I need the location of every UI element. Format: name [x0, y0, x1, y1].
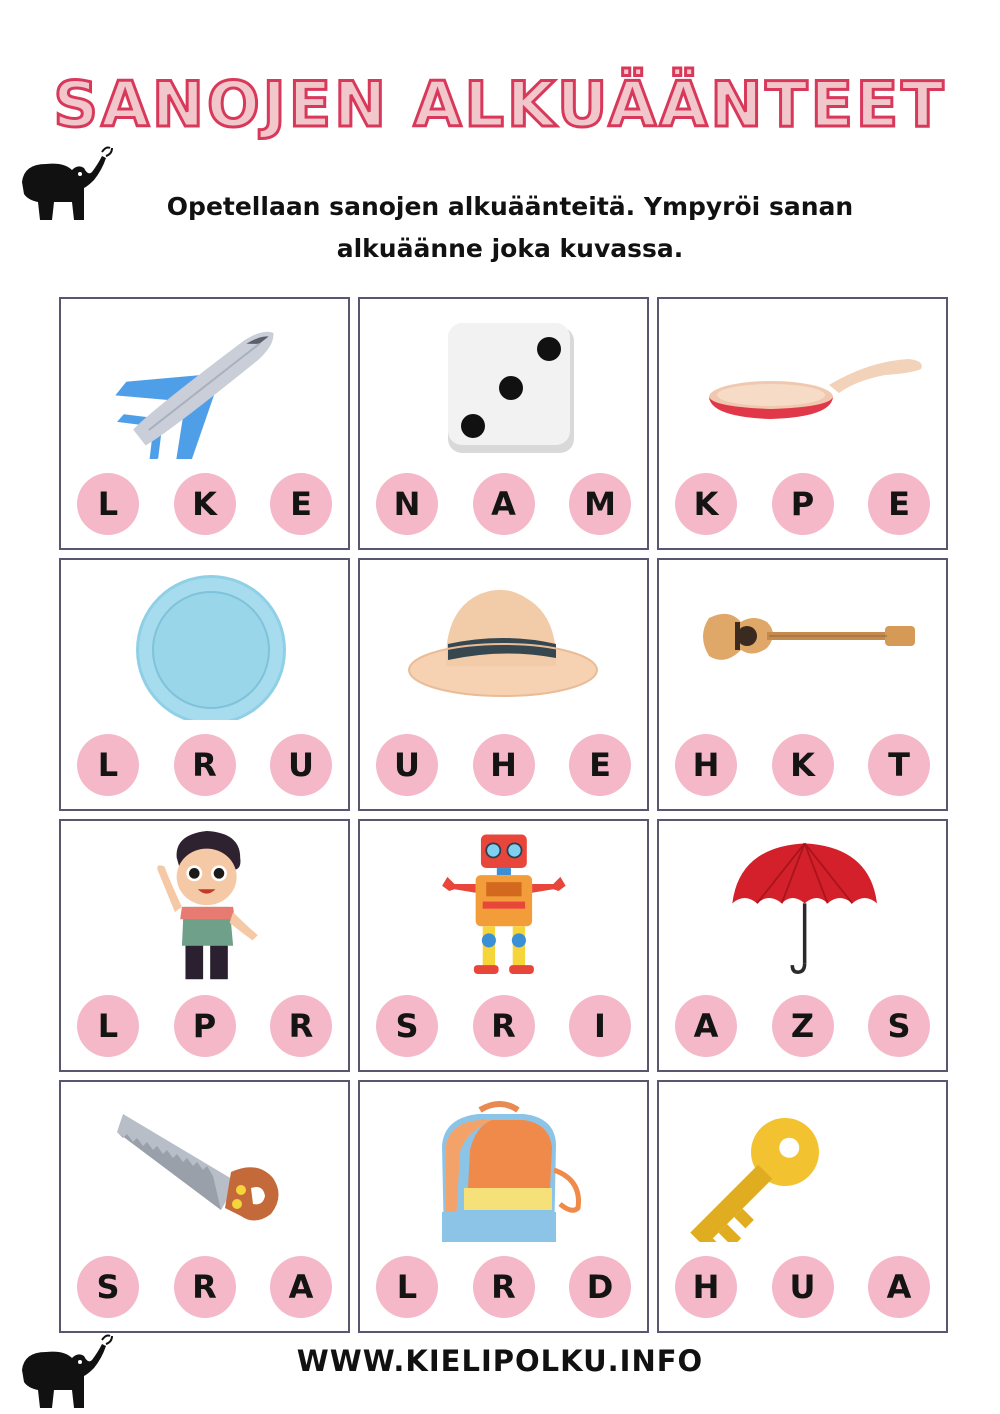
letter-option[interactable]: L: [77, 734, 139, 796]
letter-option[interactable]: S: [376, 995, 438, 1057]
letter-option[interactable]: S: [868, 995, 930, 1057]
letter-option[interactable]: R: [174, 734, 236, 796]
letter-option[interactable]: H: [675, 734, 737, 796]
robot-icon: [360, 831, 646, 981]
saw-icon: [61, 1092, 347, 1242]
letter-option[interactable]: P: [772, 473, 834, 535]
letter-option[interactable]: U: [270, 734, 332, 796]
elephant-logo-icon: [14, 142, 114, 226]
letter-option[interactable]: S: [77, 1256, 139, 1318]
letter-option[interactable]: A: [675, 995, 737, 1057]
letter-option[interactable]: T: [868, 734, 930, 796]
letter-option[interactable]: R: [174, 1256, 236, 1318]
website-footer: WWW.KIELIPOLKU.INFO: [296, 1344, 704, 1378]
card-key: [657, 1080, 948, 1333]
letter-option[interactable]: E: [868, 473, 930, 535]
plate-icon: [61, 570, 347, 720]
letter-option[interactable]: R: [270, 995, 332, 1057]
guitar-icon: [659, 570, 945, 720]
key-icon: [659, 1092, 945, 1242]
letter-option[interactable]: U: [376, 734, 438, 796]
letter-option[interactable]: L: [77, 995, 139, 1057]
letter-option[interactable]: P: [174, 995, 236, 1057]
letter-option[interactable]: A: [473, 473, 535, 535]
letter-option[interactable]: K: [675, 473, 737, 535]
letter-option[interactable]: U: [772, 1256, 834, 1318]
card-hat: [358, 558, 649, 811]
letter-option[interactable]: H: [675, 1256, 737, 1318]
card-frying-pan: [657, 297, 948, 550]
page-title: SANOJEN ALKUÄÄNTEET: [53, 68, 947, 141]
letter-option[interactable]: E: [569, 734, 631, 796]
card-dice: [358, 297, 649, 550]
letter-option[interactable]: R: [473, 1256, 535, 1318]
letter-option[interactable]: M: [569, 473, 631, 535]
letter-option[interactable]: Z: [772, 995, 834, 1057]
letter-option[interactable]: N: [376, 473, 438, 535]
letter-option[interactable]: K: [772, 734, 834, 796]
instruction-line-2: alkuäänne joka kuvassa.: [336, 234, 684, 263]
boy-icon: [61, 831, 347, 981]
instructions: [150, 186, 870, 270]
letter-option[interactable]: L: [77, 473, 139, 535]
letter-option[interactable]: E: [270, 473, 332, 535]
frying-pan-icon: [659, 309, 945, 459]
card-airplane: [59, 297, 350, 550]
letter-option[interactable]: K: [174, 473, 236, 535]
airplane-icon: [61, 309, 347, 459]
hat-icon: [360, 570, 646, 720]
instruction-line-1: Opetellaan sanojen alkuäänteitä. Ympyröi sanan: [166, 192, 854, 221]
dice-icon: [360, 309, 646, 459]
umbrella-icon: [659, 831, 945, 981]
card-boy: [59, 819, 350, 1072]
letter-option[interactable]: A: [868, 1256, 930, 1318]
card-backpack: [358, 1080, 649, 1333]
letter-option[interactable]: R: [473, 995, 535, 1057]
letter-option[interactable]: L: [376, 1256, 438, 1318]
letter-option[interactable]: I: [569, 995, 631, 1057]
card-saw: [59, 1080, 350, 1333]
card-robot: [358, 819, 649, 1072]
letter-option[interactable]: D: [569, 1256, 631, 1318]
card-umbrella: [657, 819, 948, 1072]
card-guitar: [657, 558, 948, 811]
letter-option[interactable]: A: [270, 1256, 332, 1318]
card-plate: [59, 558, 350, 811]
letter-option[interactable]: H: [473, 734, 535, 796]
backpack-icon: [360, 1092, 646, 1242]
